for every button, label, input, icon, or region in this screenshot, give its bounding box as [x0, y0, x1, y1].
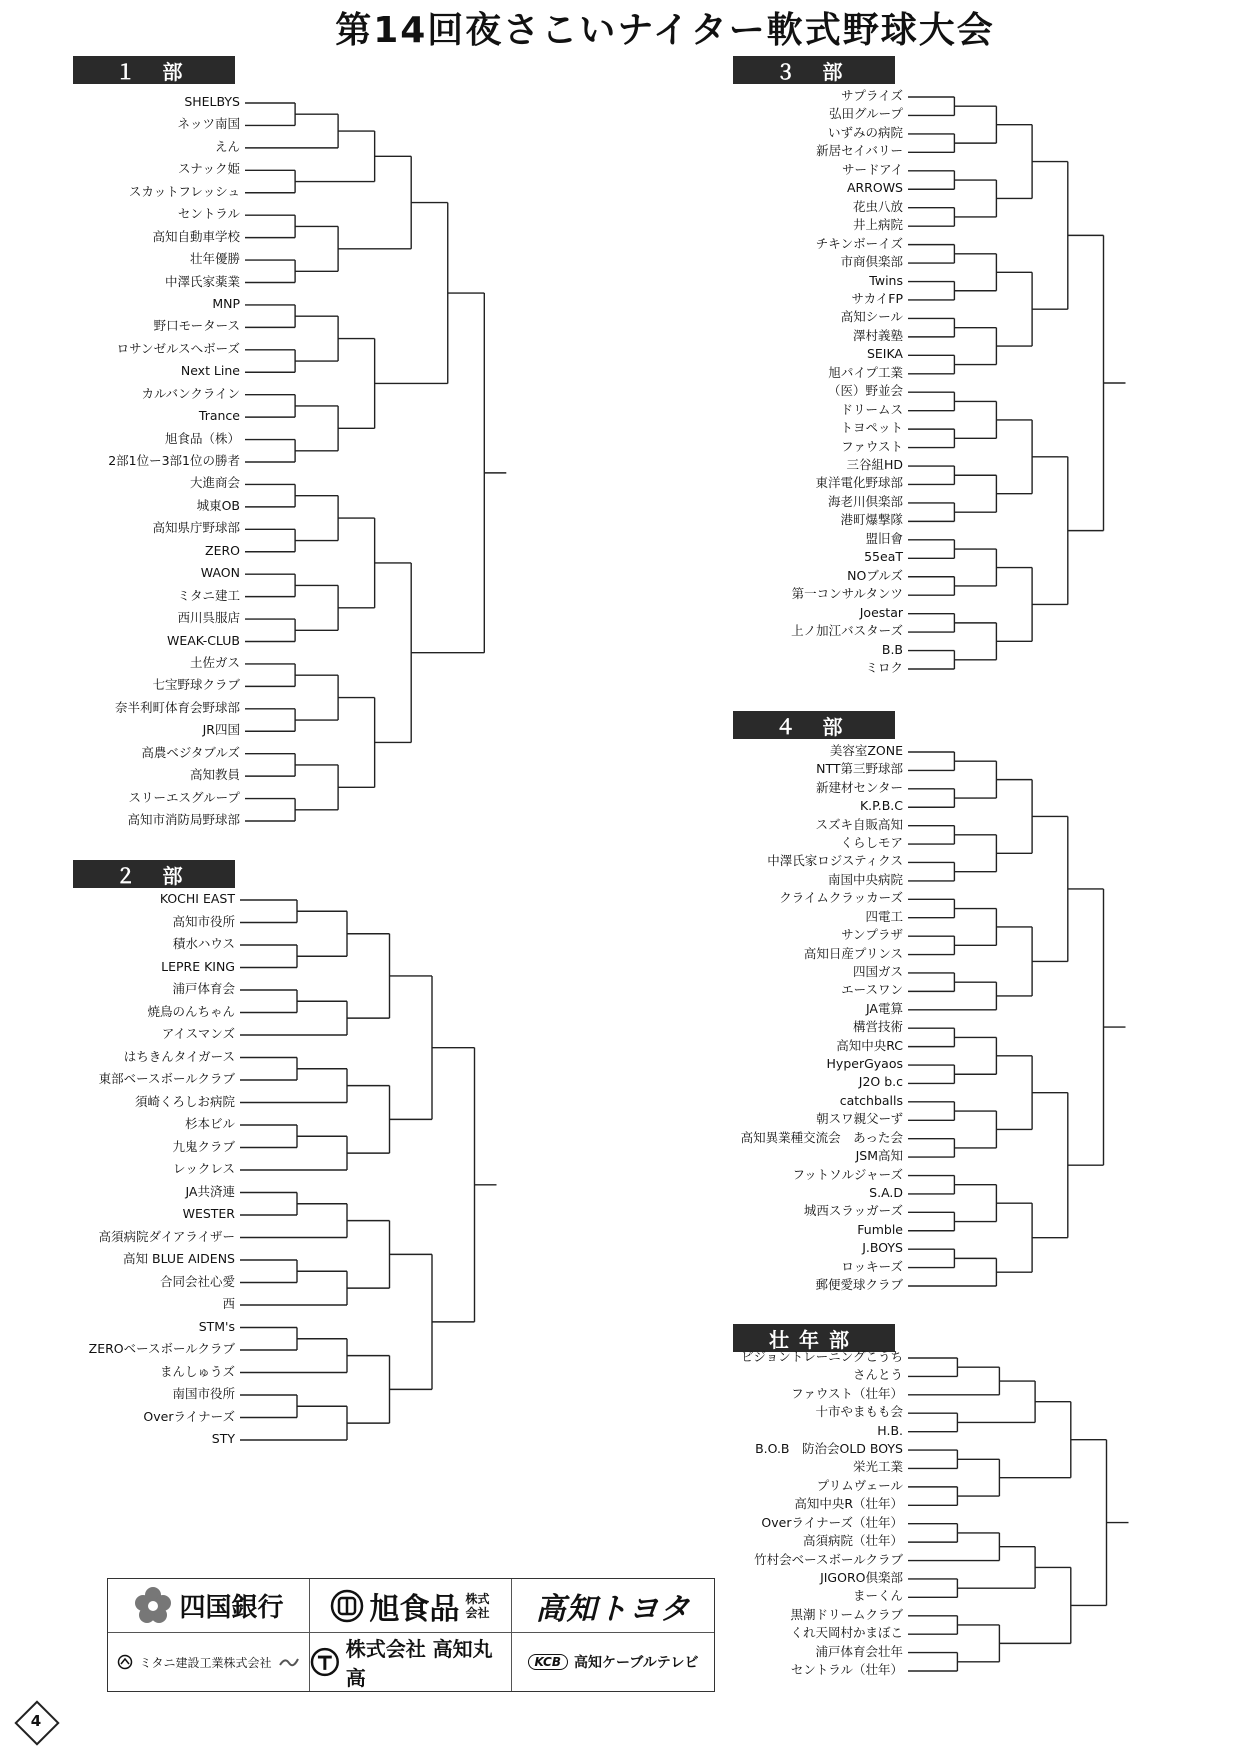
team-name: 高知中央R（壮年）	[794, 1496, 903, 1512]
team-name: 西川呉服店	[177, 610, 240, 626]
team-name: スカットフレッシュ	[128, 183, 240, 199]
team-name: 高知県庁野球部	[152, 520, 240, 536]
team-name: SEIKA	[866, 346, 903, 362]
team-name: 上ノ加江バスターズ	[791, 623, 903, 639]
team-name: Twins	[869, 272, 903, 288]
team-name: B.O.B 防治会OLD BOYS	[755, 1441, 903, 1457]
sponsor-box	[107, 1578, 715, 1692]
team-name: くれ天岡村かまぼこ	[790, 1625, 903, 1641]
team-name: ビジョントレーニングこうち	[740, 1349, 903, 1364]
team-name: JIGORO倶楽部	[820, 1569, 903, 1585]
team-name: 九鬼クラブ	[172, 1138, 235, 1154]
team-name: ZERO	[205, 542, 240, 558]
sponsor-kcb	[512, 1633, 714, 1691]
sponsor-name: 四国銀行	[179, 1593, 284, 1623]
team-name: 郵便愛球クラブ	[815, 1277, 903, 1292]
team-name: 浦戸体育会	[172, 981, 235, 996]
team-name: クライムクラッカーズ	[779, 890, 903, 906]
team-name: 高知 BLUE AIDENS	[123, 1251, 235, 1266]
team-name: catchballs	[839, 1092, 903, 1108]
team-name: 花虫八放	[852, 198, 903, 214]
team-name: ミタニ建工	[177, 587, 240, 603]
team-name: Fumble	[857, 1221, 903, 1237]
team-name: 高知市役所	[172, 913, 235, 929]
marutaka-icon	[310, 1647, 340, 1677]
team-name: ロサンゼルスへボーズ	[116, 340, 240, 356]
team-name: WEAK-CLUB	[167, 632, 240, 648]
team-name: まんしゅうズ	[159, 1363, 235, 1379]
team-name: （医）野並会	[827, 383, 903, 399]
team-name: フットソルジャーズ	[792, 1166, 903, 1182]
page-number-badge	[17, 1703, 55, 1741]
team-name: 市商倶楽部	[840, 254, 903, 270]
sponsor-suffix: 株式会社	[465, 1591, 490, 1620]
team-name: 井上病院	[852, 217, 903, 233]
team-name: さんとう	[852, 1367, 903, 1383]
team-name: 三谷組HD	[846, 457, 903, 473]
asahi-foods-icon	[330, 1589, 364, 1623]
team-name: 七宝野球クラブ	[152, 677, 240, 693]
team-name: Overライナーズ（壮年）	[761, 1514, 903, 1530]
team-name: 竹村会ベースボールクラブ	[754, 1551, 903, 1567]
sponsor-asahi-foods	[310, 1579, 512, 1633]
team-name: ファウスト	[841, 438, 903, 454]
team-name: KOCHI EAST	[159, 891, 235, 906]
team-name: レックレス	[172, 1161, 235, 1176]
section-header-div3: ３ 部	[733, 56, 895, 84]
team-name: 野口モータース	[153, 318, 240, 334]
team-name: 朝スワ親父ーず	[816, 1111, 903, 1127]
mitani-wave-icon	[278, 1655, 300, 1669]
team-name: 高知シール	[840, 309, 903, 325]
team-name: 南国中央病院	[827, 871, 903, 887]
team-name: JR四国	[202, 722, 240, 738]
team-name: Joestar	[859, 604, 903, 620]
team-name: 南国市役所	[172, 1386, 235, 1401]
team-name: MNP	[212, 295, 240, 311]
team-name: 中澤氏家ロジスティクス	[767, 853, 903, 869]
team-name: 海老川倶楽部	[827, 493, 903, 509]
team-name: HyperGyaos	[826, 1056, 903, 1072]
team-name: セントラル（壮年）	[790, 1662, 903, 1677]
team-name: 四電工	[865, 908, 903, 924]
section-header-div1: １ 部	[73, 56, 235, 84]
team-name: 城西スラッガーズ	[803, 1203, 903, 1219]
team-name: 高須病院ダイアライザー	[98, 1228, 235, 1244]
team-name: JSM高知	[855, 1148, 903, 1164]
team-name: NOブルズ	[847, 567, 903, 583]
team-name: NTT第三野球部	[816, 761, 903, 777]
team-name: 港町爆撃隊	[840, 512, 903, 528]
sponsor-kochi-toyota	[512, 1579, 714, 1633]
team-name: 東部ベースボールクラブ	[98, 1071, 235, 1086]
team-name: B.B	[881, 641, 903, 657]
team-name: いずみの病院	[827, 124, 903, 140]
team-name: 奈半利町体育会野球部	[114, 699, 240, 715]
team-name: スナック姫	[177, 161, 240, 177]
team-name: 合同会社心愛	[159, 1273, 235, 1289]
section-header-div2: ２ 部	[73, 860, 235, 888]
team-name: 澤村義塾	[852, 327, 903, 343]
team-name: ARROWS	[846, 180, 903, 196]
team-name: 焼鳥のんちゃん	[147, 1003, 235, 1019]
team-name: 壮年優勝	[189, 251, 240, 267]
team-name: チキンボーイズ	[815, 235, 903, 251]
kochi-toyota-logo: 高知トヨタ	[535, 1591, 691, 1627]
team-name: 中澤氏家薬業	[164, 273, 240, 289]
team-name: エースワン	[841, 982, 903, 998]
team-name: はちきんタイガース	[123, 1048, 235, 1064]
team-name: 西	[222, 1296, 235, 1311]
team-name: 高知日産プリンス	[803, 945, 903, 961]
team-name: 大進商会	[189, 475, 240, 491]
team-name: アイスマンズ	[161, 1026, 235, 1041]
team-name: 盟旧會	[865, 530, 903, 546]
team-name: WAON	[200, 565, 240, 581]
team-name: JA共済連	[185, 1183, 235, 1199]
team-name: 城東OB	[196, 497, 240, 513]
team-name: 黒潮ドリームクラブ	[790, 1606, 903, 1622]
team-name: Overライナーズ	[143, 1408, 235, 1424]
team-name: ファウスト（壮年）	[791, 1385, 903, 1401]
team-name: スリーエスグループ	[128, 789, 240, 805]
team-name: 杉本ビル	[184, 1116, 235, 1131]
team-name: サプライズ	[840, 88, 903, 103]
team-name: 高知市消防局野球部	[127, 812, 240, 827]
team-name: 高農ベジタブルズ	[141, 744, 240, 760]
kcb-logo-icon: KCB	[528, 1654, 568, 1670]
team-name: ZEROベースボールクラブ	[88, 1341, 235, 1356]
team-name: 弘田グループ	[828, 106, 903, 122]
team-name: ミロク	[865, 660, 903, 675]
team-name: 浦戸体育会壮年	[815, 1643, 903, 1659]
team-name: 栄光工業	[852, 1459, 903, 1475]
team-name: サードアイ	[841, 161, 903, 177]
team-name: 新居セイバリー	[816, 143, 903, 159]
mitani-logo-icon	[117, 1654, 133, 1670]
team-name: サンプラザ	[841, 927, 903, 943]
team-name: S.A.D	[869, 1184, 903, 1200]
team-name: 土佐ガス	[189, 654, 240, 670]
sponsor-name: ミタニ建設工業株式会社	[139, 1655, 272, 1670]
team-name: 十市やまもも会	[815, 1404, 903, 1420]
team-name: えん	[214, 138, 240, 154]
team-name: 55eaT	[864, 549, 903, 565]
team-name: J.BOYS	[862, 1240, 903, 1256]
section-header-senior: 壮年部	[733, 1324, 895, 1352]
team-name: くらしモア	[840, 835, 903, 851]
team-name: 美容室ZONE	[829, 743, 903, 758]
team-name: トヨペット	[840, 420, 903, 436]
team-name: ネッツ南国	[177, 116, 240, 132]
team-name: ドリームス	[840, 401, 903, 417]
team-name: 積水ハウス	[172, 936, 235, 951]
team-name: STM's	[198, 1318, 235, 1334]
team-name: 高須病院（壮年）	[802, 1533, 903, 1549]
team-name: 旭パイプ工業	[828, 364, 903, 380]
team-name: 新建材センター	[815, 779, 903, 795]
team-name: ロッキーズ	[841, 1258, 903, 1274]
team-name: 第一コンサルタンツ	[791, 586, 903, 602]
team-name: Next Line	[180, 363, 240, 379]
team-name: SHELBYS	[184, 94, 240, 109]
team-name: JA電算	[865, 1000, 903, 1016]
sponsor-shikoku-bank	[108, 1579, 310, 1633]
team-name: プリムヴェール	[816, 1477, 903, 1493]
sponsor-name: 株式会社 高知丸高	[345, 1637, 493, 1690]
sponsor-marutaka	[310, 1633, 512, 1691]
team-name: 高知中央RC	[836, 1037, 903, 1053]
team-name: サカイFP	[851, 290, 903, 306]
team-name: H.B.	[877, 1422, 903, 1438]
team-name: 東洋電化野球部	[815, 475, 903, 491]
page-number: 4	[30, 1712, 42, 1730]
team-name: スズキ自販高知	[815, 816, 903, 832]
team-name: J2O b.c	[858, 1074, 903, 1090]
team-name: STY	[211, 1431, 235, 1446]
team-name: K.P.B.C	[859, 798, 903, 814]
team-name: LEPRE KING	[161, 958, 235, 974]
sponsor-name: 高知ケーブルテレビ	[574, 1655, 699, 1671]
team-name: 高知自動車学校	[152, 228, 240, 244]
shikoku-bank-flower-icon	[133, 1586, 173, 1626]
team-name: Trance	[198, 408, 240, 424]
team-name: 須崎くろしお病院	[134, 1093, 235, 1109]
sponsor-name: 旭食品	[369, 1591, 460, 1627]
sponsor-mitani	[108, 1633, 310, 1691]
team-name: WESTER	[182, 1206, 235, 1221]
team-name: 旭食品（株）	[164, 430, 240, 446]
team-name: 高知教員	[189, 767, 240, 783]
section-header-div4: ４ 部	[733, 711, 895, 739]
team-name: セントラル	[177, 206, 240, 222]
team-name: 構営技術	[852, 1019, 903, 1035]
team-name: 四国ガス	[852, 963, 903, 979]
team-name: まーくん	[852, 1588, 903, 1604]
team-name: 高知異業種交流会 あった会	[740, 1129, 903, 1145]
page-title: 第14回夜さこいナイター軟式野球大会	[335, 10, 995, 51]
team-name: カルバンクライン	[141, 385, 240, 401]
team-name: 2部1位ー3部1位の勝者	[108, 453, 240, 468]
